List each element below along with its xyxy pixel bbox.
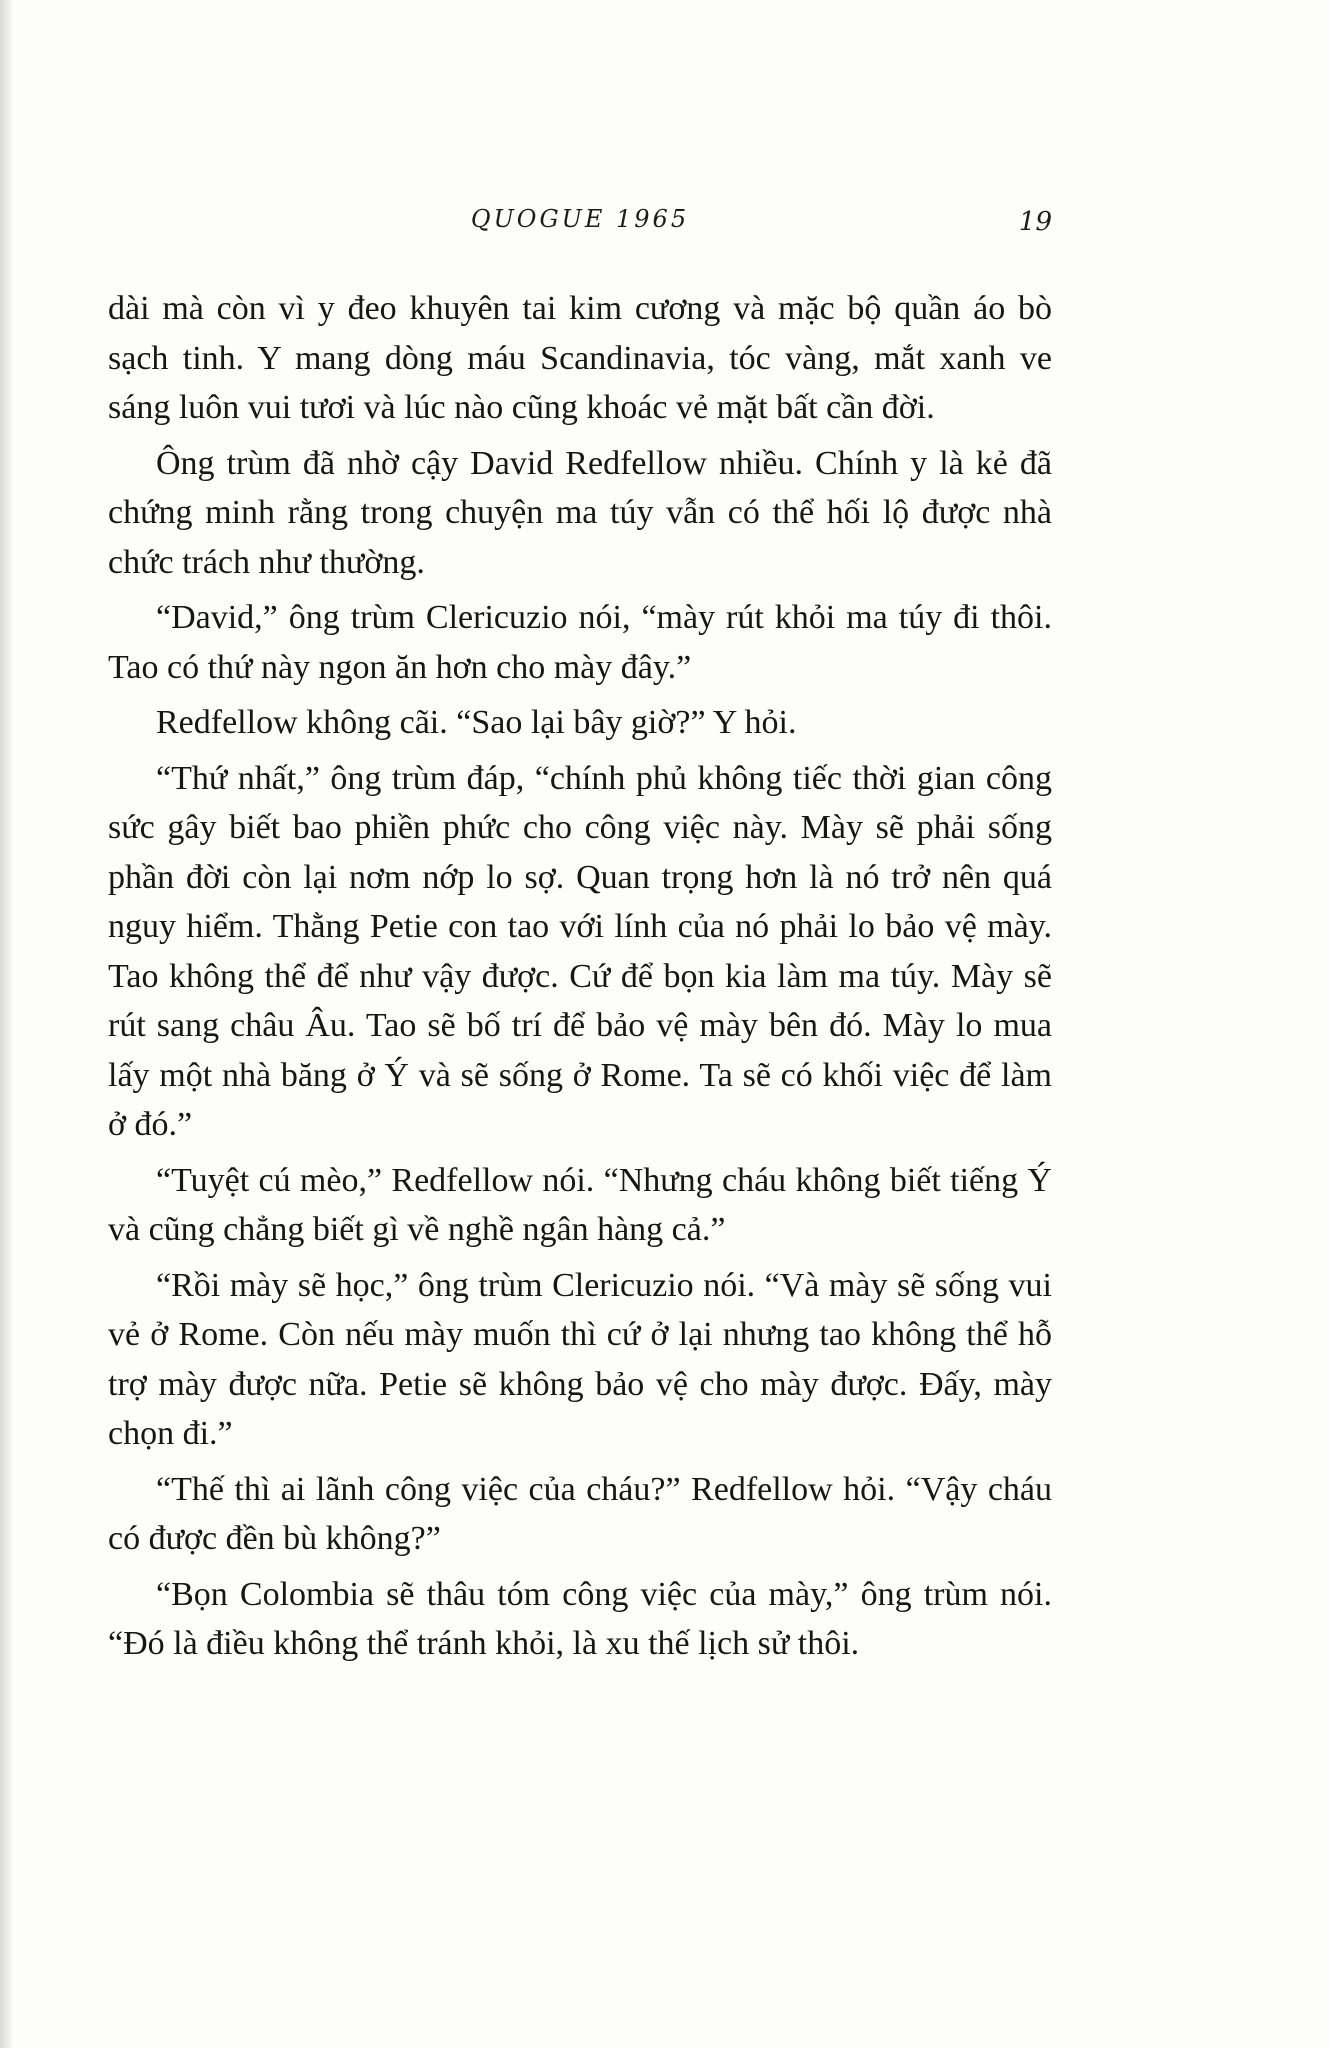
paragraph: dài mà còn vì y đeo khuyên tai kim cương và mặc bộ quần áo bò sạch tinh. Y mang dòng máu Scandinavia, tóc vàng, mắt xanh ve sáng luôn vui tươi và lúc nào cũng khoác vẻ mặt bất cần đời. [108, 290, 1052, 426]
paragraph: “Bọn Colombia sẽ thâu tóm công việc của mày,” ông trùm nói. “Đó là điều không thể tránh khỏi, là xu thế lịch sử thôi. [108, 1575, 1052, 1662]
running-title: QUOGUE 1965 [470, 205, 690, 233]
paragraph: Redfellow không cãi. “Sao lại bây giờ?” Y hỏi. [156, 704, 797, 741]
running-header [108, 205, 1052, 245]
paragraph: Ông trùm đã nhờ cậy David Redfellow nhiều. Chính y là kẻ đã chứng minh rằng trong chuyện ma túy vẫn có thể hối lộ được nhà chức trách như thường. [108, 444, 1052, 581]
page-number: 19 [1018, 207, 1052, 237]
paragraph: “Thế thì ai lãnh công việc của cháu?” Redfellow hỏi. “Vậy cháu có được đền bù không?” [108, 1470, 1052, 1557]
paragraph: “David,” ông trùm Clericuzio nói, “mày rút khỏi ma túy đi thôi. Tao có thứ này ngon ăn hơn cho mày đây.” [108, 599, 1052, 686]
paragraph: “Rồi mày sẽ học,” ông trùm Clericuzio nói. “Và mày sẽ sống vui vẻ ở Rome. Còn nếu mày muốn thì cứ ở lại nhưng tao không thể hỗ trợ mày được nữa. Petie sẽ không bảo vệ cho mày được. Đấy, mày chọn đi.” [108, 1266, 1052, 1452]
paragraph: “Tuyệt cú mèo,” Redfellow nói. “Nhưng cháu không biết tiếng Ý và cũng chẳng biết gì về nghề ngân hàng cả.” [108, 1161, 1052, 1248]
body-text [108, 284, 1052, 1675]
page-gutter-shadow [0, 0, 14, 2048]
paragraph: “Thứ nhất,” ông trùm đáp, “chính phủ không tiếc thời gian công sức gây biết bao phiền phức cho công việc này. Mày sẽ phải sống phần đời còn lại nơm nớp lo sợ. Quan trọng hơn là nó trở nên quá nguy hiểm. Thằng Petie con tao với lính của nó phải lo bảo vệ mày. Tao không thể để như vậy được. Cứ để bọn kia làm ma túy. Mày sẽ rút sang châu Âu. Tao sẽ bố trí để bảo vệ mày bên đó. Mày lo mua lấy một nhà băng ở Ý và sẽ sống ở Rome. Ta sẽ có khối việc để làm ở đó.” [108, 759, 1052, 1143]
